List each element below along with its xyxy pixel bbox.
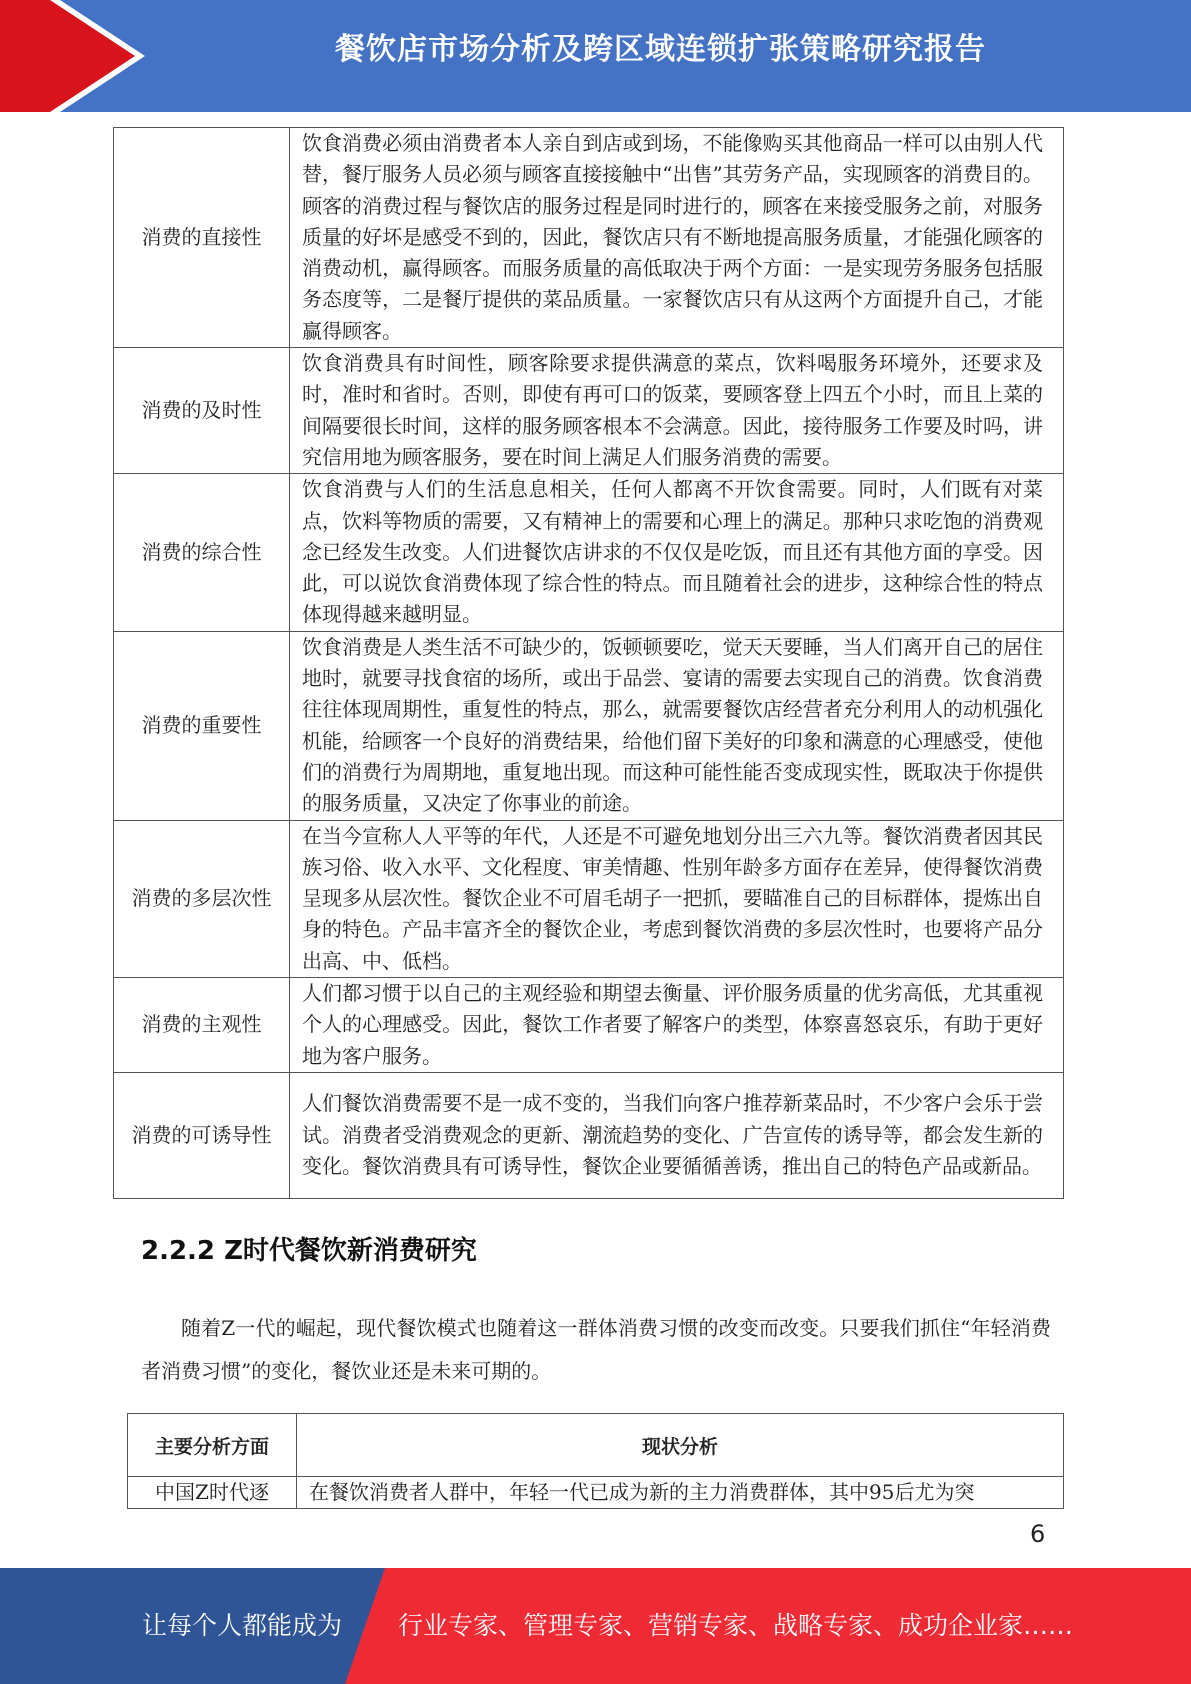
table-row (114, 1072, 1064, 1198)
row-key: 消费的综合性 (114, 474, 290, 631)
row-value: 饮食消费具有时间性，顾客除要求提供满意的菜点，饮料喝服务环境外，还要求及时，准时和省时。否则，即使有再可口的饭菜，要顾客登上四五个小时，而且上菜的间隔要很长时间，这样的服务顾客根本不会满意。因此，接待服务工作要及时吗，讲究信用地为顾客服务，要在时间上满足人们服务消费的需要。 (290, 348, 1064, 474)
page-footer (0, 1568, 1191, 1684)
z-generation-analysis-table (127, 1413, 1064, 1509)
table-row (114, 820, 1064, 977)
row-key: 中国Z时代逐 (128, 1477, 297, 1509)
report-title: 餐饮店市场分析及跨区域连锁扩张策略研究报告 (335, 32, 986, 67)
row-value: 饮食消费与人们的生活息息相关，任何人都离不开饮食需要。同时，人们既有对菜点，饮料等物质的需要，又有精神上的需要和心理上的满足。那种只求吃饱的消费观念已经发生改变。人们进餐饮店讲求的不仅仅是吃饭，而且还有其他方面的享受。因此，可以说饮食消费体现了综合性的特点。而且随着社会的进步，这种综合性的特点体现得越来越明显。 (290, 474, 1064, 631)
footer-slogan-right: 行业专家、管理专家、营销专家、战略专家、成功企业家…… (398, 1611, 1074, 1640)
table-row (114, 128, 1064, 348)
table-row (114, 978, 1064, 1073)
row-key: 消费的直接性 (114, 128, 290, 348)
table-row (114, 631, 1064, 820)
consumption-characteristics-table (113, 127, 1064, 1199)
table-row (114, 348, 1064, 474)
row-value: 人们都习惯于以自己的主观经验和期望去衡量、评价服务质量的优劣高低，尤其重视个人的心理感受。因此，餐饮工作者要了解客户的类型，体察喜怒哀乐，有助于更好地为客户服务。 (290, 978, 1064, 1073)
row-key: 消费的及时性 (114, 348, 290, 474)
section-paragraph: 随着Z一代的崛起，现代餐饮模式也随着这一群体消费习惯的改变而改变。只要我们抓住“年轻消费者消费习惯”的变化，餐饮业还是未来可期的。 (141, 1316, 1051, 1383)
row-value: 在当今宣称人人平等的年代，人还是不可避免地划分出三六九等。餐饮消费者因其民族习俗、收入水平、文化程度、审美情趣、性别年龄多方面存在差异，使得餐饮消费呈现多从层次性。餐饮企业不可眉毛胡子一把抓，要瞄准自己的目标群体，提炼出自身的特色。产品丰富齐全的餐饮企业，考虑到餐饮消费的多层次性时，也要将产品分出高、中、低档。 (290, 820, 1064, 977)
page-header (0, 0, 1191, 112)
column-header: 现状分析 (297, 1414, 1064, 1477)
page-number: 6 (1030, 1520, 1046, 1548)
row-value: 在餐饮消费者人群中，年轻一代已成为新的主力消费群体，其中95后尤为突 (297, 1477, 1064, 1509)
footer-slogan-left: 让每个人都能成为 (142, 1611, 343, 1640)
table-header-row (128, 1414, 1064, 1477)
row-key: 消费的主观性 (114, 978, 290, 1073)
row-key: 消费的多层次性 (114, 820, 290, 977)
column-header: 主要分析方面 (128, 1414, 297, 1477)
row-value: 饮食消费必须由消费者本人亲自到店或到场，不能像购买其他商品一样可以由别人代替，餐厅服务人员必须与顾客直接接触中“出售”其劳务产品，实现顾客的消费目的。顾客的消费过程与餐饮店的服务过程是同时进行的，顾客在来接受服务之前，对服务质量的好坏是感受不到的，因此，餐饮店只有不断地提高服务质量，才能强化顾客的消费动机，赢得顾客。而服务质量的高低取决于两个方面：一是实现劳务服务包括服务态度等，二是餐厅提供的菜品质量。一家餐饮店只有从这两个方面提升自己，才能赢得顾客。 (290, 128, 1064, 348)
row-value: 饮食消费是人类生活不可缺少的，饭顿顿要吃，觉天天要睡，当人们离开自己的居住地时，就要寻找食宿的场所，或出于品尝、宴请的需要去实现自己的消费。饮食消费往往体现周期性，重复性的特点，那么，就需要餐饮店经营者充分利用人的动机强化机能，给顾客一个良好的消费结果，给他们留下美好的印象和满意的心理感受，使他们的消费行为周期地，重复地出现。而这种可能性能否变成现实性，既取决于你提供的服务质量，又决定了你事业的前途。 (290, 631, 1064, 820)
row-key: 消费的重要性 (114, 631, 290, 820)
row-key: 消费的可诱导性 (114, 1072, 290, 1198)
table-row (128, 1477, 1064, 1509)
table-row (114, 474, 1064, 631)
section-heading: 2.2.2 Z时代餐饮新消费研究 (141, 1236, 477, 1266)
row-value: 人们餐饮消费需要不是一成不变的，当我们向客户推荐新菜品时，不少客户会乐于尝试。消费者受消费观念的更新、潮流趋势的变化、广告宣传的诱导等，都会发生新的变化。餐饮消费具有可诱导性，餐饮企业要循循善诱，推出自己的特色产品或新品。 (290, 1072, 1064, 1198)
